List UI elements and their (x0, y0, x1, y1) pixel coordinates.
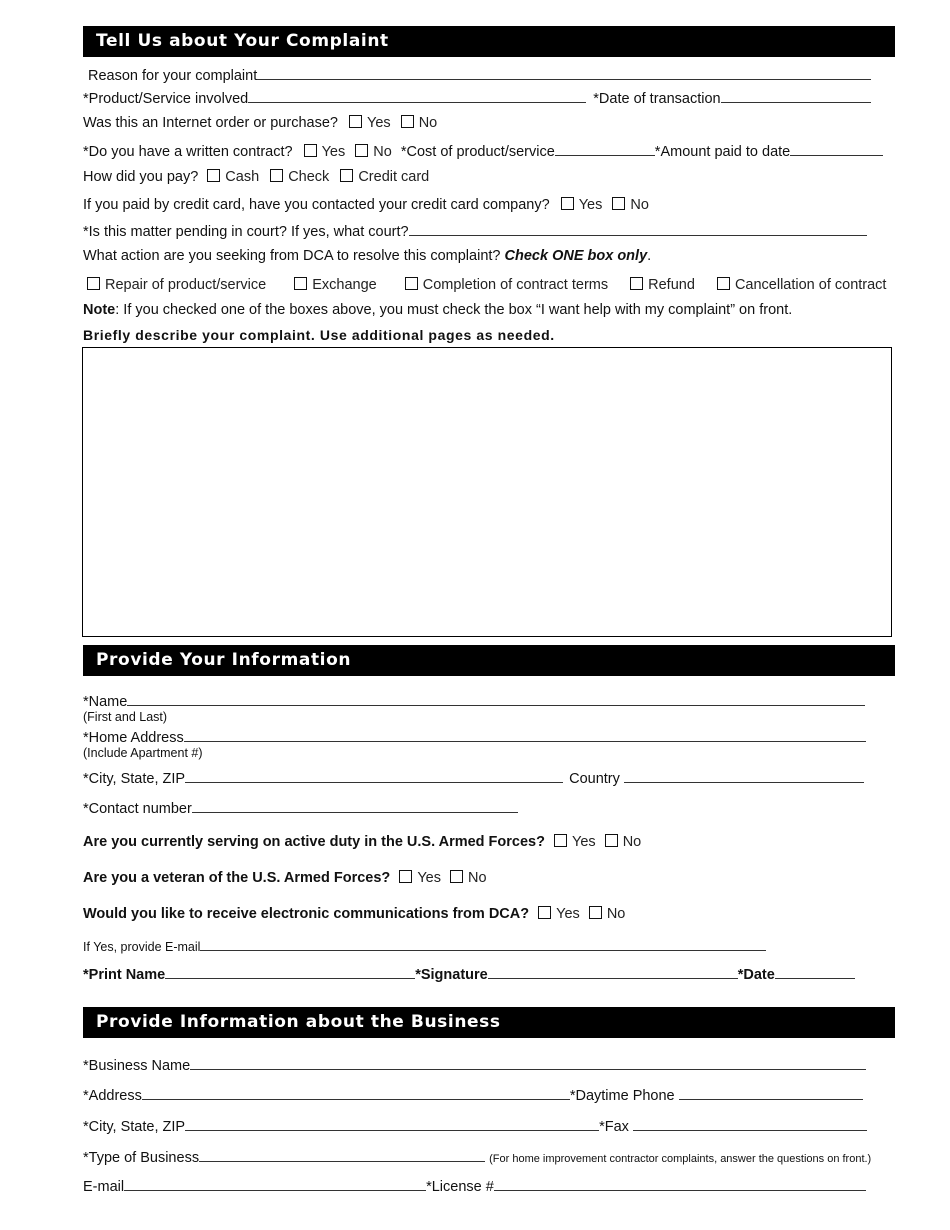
pay-check-label: Check (288, 169, 330, 185)
action-refund-label: Refund (648, 277, 695, 293)
date-label: *Date (737, 967, 775, 983)
product-field[interactable] (248, 89, 586, 103)
daytime-phone-label: *Daytime Phone (569, 1088, 675, 1104)
written-contract-label: *Do you have a written contract? (83, 144, 293, 160)
name-row (83, 692, 865, 711)
home-address-field[interactable] (184, 728, 866, 742)
reason-row (88, 66, 871, 85)
contact-label: *Contact number (83, 801, 192, 817)
business-type-label: *Type of Business (83, 1150, 200, 1166)
credit-card-contact-no-label: No (630, 197, 649, 213)
internet-order-yes-label: Yes (367, 115, 391, 131)
how-pay-label: How did you pay? (83, 169, 199, 185)
complaint-section-header: Tell Us about Your Complaint (83, 26, 895, 57)
license-label: *License # (426, 1179, 494, 1195)
veteran-label: Are you a veteran of the U.S. Armed Forces? (83, 870, 391, 886)
home-address-label: *Home Address (83, 730, 184, 746)
reason-field[interactable] (257, 66, 871, 80)
city-label: *City, State, ZIP (83, 771, 186, 787)
email-row (83, 938, 766, 956)
name-field[interactable] (127, 692, 865, 706)
court-field[interactable] (409, 222, 867, 236)
note-row (83, 301, 792, 319)
business-city-row (83, 1117, 867, 1136)
electronic-no-checkbox[interactable] (589, 906, 602, 919)
action-exchange-checkbox[interactable] (294, 277, 307, 290)
credit-card-contact-no-checkbox[interactable] (612, 197, 625, 210)
pay-cash-checkbox[interactable] (207, 169, 220, 182)
date-field[interactable] (775, 965, 855, 979)
action-label: What action are you seeking from DCA to resolve this complaint? (83, 248, 501, 264)
country-field[interactable] (624, 769, 864, 783)
active-duty-label: Are you currently serving on active duty in the U.S. Armed Forces? (83, 834, 545, 850)
product-label: *Product/Service involved (83, 91, 249, 107)
business-address-field[interactable] (142, 1086, 570, 1100)
signature-row (83, 965, 855, 984)
active-duty-yes-label: Yes (572, 834, 596, 850)
business-type-row (83, 1148, 871, 1168)
signature-label: *Signature (415, 967, 488, 983)
internet-order-label: Was this an Internet order or purchase? (83, 115, 338, 131)
name-label: *Name (83, 694, 128, 710)
note-text: : If you checked one of the boxes above, you must check the box “I want help with my complaint” on front. (115, 302, 793, 318)
court-row (83, 222, 867, 241)
internet-order-row (83, 114, 437, 132)
business-name-field[interactable] (190, 1056, 866, 1070)
business-city-label: *City, State, ZIP (83, 1119, 186, 1135)
date-transaction-field[interactable] (721, 89, 871, 103)
complaint-description-textarea[interactable] (82, 347, 892, 637)
action-cancellation-label: Cancellation of contract (734, 277, 887, 293)
credit-card-contact-yes-label: Yes (578, 197, 603, 213)
print-name-field[interactable] (165, 965, 415, 979)
electronic-no-label: No (606, 906, 626, 922)
business-email-label: E-mail (83, 1179, 125, 1195)
action-repair-checkbox[interactable] (87, 277, 100, 290)
name-hint: (First and Last) (83, 710, 168, 724)
country-label: Country (569, 771, 620, 787)
contract-row (83, 142, 883, 161)
written-contract-yes-checkbox[interactable] (304, 144, 317, 157)
action-cancellation-checkbox[interactable] (717, 277, 730, 290)
veteran-yes-checkbox[interactable] (399, 870, 412, 883)
fax-label: *Fax (599, 1119, 629, 1135)
action-repair-label: Repair of product/service (105, 277, 267, 293)
credit-card-contact-label: If you paid by credit card, have you contacted your credit card company? (83, 197, 550, 213)
action-row (83, 247, 651, 265)
cost-field[interactable] (555, 142, 655, 156)
pay-check-checkbox[interactable] (270, 169, 283, 182)
action-refund-checkbox[interactable] (630, 277, 643, 290)
electronic-yes-label: Yes (556, 906, 580, 922)
electronic-label: Would you like to receive electronic communications from DCA? (83, 906, 530, 922)
pay-cash-label: Cash (225, 169, 260, 185)
business-name-label: *Business Name (83, 1058, 191, 1074)
internet-order-yes-checkbox[interactable] (349, 115, 362, 128)
action-emphasis: Check ONE box only (504, 248, 648, 264)
action-exchange-label: Exchange (312, 277, 377, 293)
veteran-row (83, 869, 487, 887)
business-address-row (83, 1086, 863, 1105)
pay-credit-card-label: Credit card (358, 169, 430, 185)
reason-label: Reason for your complaint (88, 68, 258, 84)
business-section-header: Provide Information about the Business (83, 1007, 895, 1038)
city-field[interactable] (185, 769, 563, 783)
credit-card-contact-row (83, 196, 649, 214)
fax-field[interactable] (633, 1117, 867, 1131)
electronic-yes-checkbox[interactable] (538, 906, 551, 919)
note-bold: Note (83, 302, 116, 318)
info-section-header: Provide Your Information (83, 645, 895, 676)
action-completion-checkbox[interactable] (405, 277, 418, 290)
business-city-field[interactable] (185, 1117, 599, 1131)
active-duty-no-label: No (622, 834, 642, 850)
signature-field[interactable] (488, 965, 738, 979)
active-duty-row (83, 833, 641, 851)
internet-order-no-checkbox[interactable] (401, 115, 414, 128)
how-pay-row (83, 168, 429, 186)
describe-label: Briefly describe your complaint. Use additional pages as needed. (83, 327, 555, 343)
amount-paid-field[interactable] (790, 142, 883, 156)
veteran-no-checkbox[interactable] (450, 870, 463, 883)
credit-card-contact-yes-checkbox[interactable] (561, 197, 574, 210)
pay-credit-card-checkbox[interactable] (340, 169, 353, 182)
written-contract-yes-label: Yes (321, 144, 346, 160)
written-contract-no-label: No (373, 144, 392, 160)
business-type-field[interactable] (199, 1148, 485, 1162)
business-name-row (83, 1056, 866, 1075)
business-email-field[interactable] (124, 1177, 426, 1191)
print-name-label: *Print Name (83, 967, 166, 983)
cost-label: *Cost of product/service (400, 144, 555, 160)
internet-order-no-label: No (418, 115, 438, 131)
city-row (83, 769, 864, 788)
business-address-label: *Address (83, 1088, 142, 1104)
veteran-no-label: No (468, 870, 487, 886)
product-row (83, 89, 871, 108)
court-label: *Is this matter pending in court? If yes, what court? (83, 224, 409, 240)
business-email-row (83, 1177, 866, 1196)
contact-row (83, 799, 518, 818)
action-options-row (87, 276, 887, 294)
business-type-note: (For home improvement contractor complaints, answer the questions on front.) (489, 1153, 872, 1165)
daytime-phone-field[interactable] (679, 1086, 863, 1100)
active-duty-yes-checkbox[interactable] (554, 834, 567, 847)
electronic-row (83, 905, 625, 923)
contact-field[interactable] (192, 799, 518, 813)
home-address-hint: (Include Apartment #) (83, 746, 203, 760)
veteran-yes-label: Yes (417, 870, 441, 886)
active-duty-no-checkbox[interactable] (605, 834, 618, 847)
date-transaction-label: *Date of transaction (593, 91, 721, 107)
email-label: If Yes, provide E-mail (83, 940, 201, 954)
written-contract-no-checkbox[interactable] (355, 144, 368, 157)
action-period: . (647, 248, 652, 264)
email-field[interactable] (200, 939, 766, 951)
action-completion-label: Completion of contract terms (422, 277, 609, 293)
amount-paid-label: *Amount paid to date (654, 144, 791, 160)
license-field[interactable] (494, 1177, 866, 1191)
